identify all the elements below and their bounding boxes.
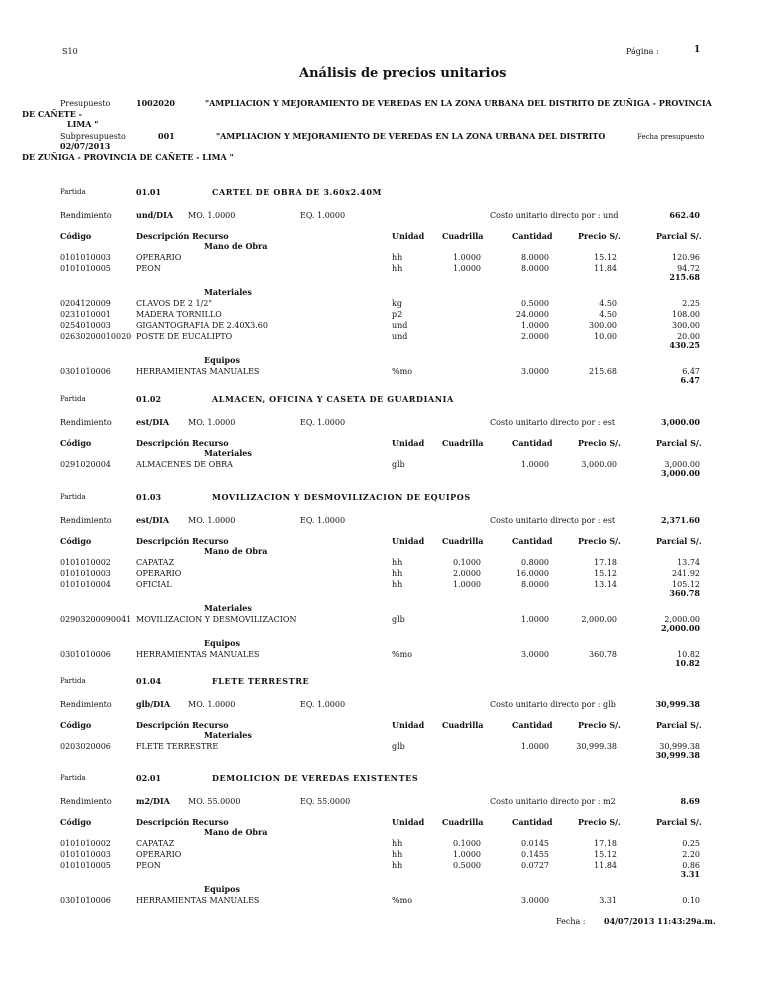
col-descripcion: Descripción Recurso [136,536,229,546]
group-label: Materiales [204,730,252,740]
table-row-precio: 10.00 [594,332,617,341]
table-row-descripcion: OPERARIO [136,569,182,578]
table-row-cantidad: 0.5000 [521,299,549,308]
mo-value: MO. 55.0000 [188,797,241,806]
table-row-cuadrilla: 1.0000 [453,580,481,589]
partida-code: 01.02 [136,394,162,404]
table-row-codigo: 0101010004 [60,580,111,589]
eq-value: EQ. 1.0000 [300,211,346,220]
table-row-cantidad: 0.0727 [521,861,549,870]
table-row-descripcion: MOVILIZACION Y DESMOVILIZACION [136,615,297,624]
footer-fecha-label: Fecha : [556,917,586,926]
col-descripcion: Descripción Recurso [136,231,229,241]
rendimiento-label: Rendimiento [60,211,112,220]
presupuesto-label: Presupuesto [60,99,111,108]
table-row-parcial: 30,999.38 [659,742,700,751]
group-subtotal: 30,999.38 [655,750,700,760]
rendimiento-unit: m2/DIA [136,796,170,806]
table-row-unidad: glb [392,460,405,469]
table-row-cantidad: 1.0000 [521,742,549,751]
table-row-cuadrilla: 0.1000 [453,558,481,567]
table-row-unidad: und [392,332,408,341]
table-row-parcial: 2.25 [682,299,700,308]
table-row-precio: 17.18 [594,558,617,567]
table-row-cantidad: 3.0000 [521,367,549,376]
col-cuadrilla: Cuadrilla [442,231,484,241]
table-row-precio: 15.12 [594,850,617,859]
table-row-parcial: 241.92 [672,569,700,578]
rendimiento-label: Rendimiento [60,797,112,806]
table-row-unidad: kg [392,299,402,308]
table-row-cantidad: 3.0000 [521,650,549,659]
group-subtotal: 3,000.00 [661,468,700,478]
col-parcial: Parcial S/. [656,817,702,827]
table-row-codigo: 02903200090041 [60,615,132,624]
table-row-precio: 17.18 [594,839,617,848]
costo-label: Costo unitario directo por : m2 [490,797,616,806]
group-subtotal: 2,000.00 [661,623,700,633]
app-name: S10 [62,47,78,56]
table-row-precio: 3,000.00 [581,460,617,469]
table-row-cantidad: 8.0000 [521,253,549,262]
partida-name: FLETE TERRESTRE [212,676,310,686]
eq-value: EQ. 1.0000 [300,516,346,525]
col-cantidad: Cantidad [512,438,553,448]
table-row-descripcion: HERRAMIENTAS MANUALES [136,896,260,905]
table-row-parcial: 300.00 [672,321,700,330]
table-row-unidad: %mo [392,650,413,659]
table-row-parcial: 13.74 [677,558,700,567]
table-row-unidad: und [392,321,408,330]
table-row-descripcion: PEON [136,861,161,870]
table-row-unidad: hh [392,850,403,859]
subpresupuesto-desc-1: "AMPLIACION Y MEJORAMIENTO DE VEREDAS EN LA ZONA URBANA DEL DISTRITO [216,131,606,141]
col-unidad: Unidad [392,231,425,241]
table-row-codigo: 0101010003 [60,850,111,859]
partida-name: MOVILIZACION Y DESMOVILIZACION DE EQUIPOS [212,492,471,502]
col-descripcion: Descripción Recurso [136,438,229,448]
col-cantidad: Cantidad [512,231,553,241]
col-precio: Precio S/. [578,438,621,448]
group-label: Mano de Obra [204,827,268,837]
costo-label: Costo unitario directo por : glb [490,700,616,709]
col-codigo: Código [60,536,92,546]
col-cantidad: Cantidad [512,720,553,730]
table-row-precio: 300.00 [589,321,617,330]
table-row-descripcion: OFICIAL [136,580,172,589]
col-cantidad: Cantidad [512,817,553,827]
table-row-cantidad: 1.0000 [521,615,549,624]
col-unidad: Unidad [392,817,425,827]
table-row-unidad: hh [392,580,403,589]
table-row-descripcion: OPERARIO [136,850,182,859]
table-row-precio: 4.50 [599,310,617,319]
col-cuadrilla: Cuadrilla [442,536,484,546]
group-subtotal: 3.31 [680,869,700,879]
group-label: Equipos [204,884,240,894]
col-parcial: Parcial S/. [656,438,702,448]
partida-code: 01.04 [136,676,162,686]
col-codigo: Código [60,231,92,241]
mo-value: MO. 1.0000 [188,516,236,525]
table-row-codigo: 0101010003 [60,253,111,262]
rendimiento-unit: est/DIA [136,515,170,525]
table-row-unidad: %mo [392,367,413,376]
rendimiento-label: Rendimiento [60,418,112,427]
presupuesto-desc-2: DE CAÑETE - [22,109,82,119]
presupuesto-code: 1002020 [136,98,175,108]
col-precio: Precio S/. [578,231,621,241]
table-row-precio: 2,000.00 [581,615,617,624]
partida-label: Partida [60,395,86,403]
group-label: Equipos [204,638,240,648]
table-row-codigo: 0231010001 [60,310,111,319]
col-unidad: Unidad [392,720,425,730]
partida-code: 02.01 [136,773,162,783]
costo-value: 3,000.00 [661,417,700,427]
group-subtotal: 10.82 [674,658,700,668]
table-row-codigo: 0204120009 [60,299,111,308]
partida-label: Partida [60,493,86,501]
table-row-cantidad: 8.0000 [521,264,549,273]
table-row-precio: 11.84 [594,861,617,870]
table-row-codigo: 0301010006 [60,650,111,659]
group-subtotal: 430.25 [669,340,700,350]
rendimiento-unit: est/DIA [136,417,170,427]
page-number: 1 [694,45,701,55]
group-label: Equipos [204,355,240,365]
costo-value: 30,999.38 [655,699,700,709]
table-row-unidad: hh [392,839,403,848]
table-row-parcial: 94.72 [677,264,700,273]
table-row-codigo: 02630200010020 [60,332,132,341]
partida-label: Partida [60,188,86,196]
table-row-unidad: hh [392,569,403,578]
table-row-descripcion: GIGANTOGRAFIA DE 2.40X3.60 [136,321,268,330]
col-descripcion: Descripción Recurso [136,720,229,730]
eq-value: EQ. 1.0000 [300,700,346,709]
table-row-codigo: 0301010006 [60,896,111,905]
table-row-cantidad: 8.0000 [521,580,549,589]
group-subtotal: 360.78 [669,588,700,598]
table-row-descripcion: PEON [136,264,161,273]
table-row-cantidad: 24.0000 [515,310,549,319]
subpresupuesto-desc-2: DE ZUÑIGA - PROVINCIA DE CAÑETE - LIMA " [22,152,234,162]
table-row-precio: 215.68 [589,367,617,376]
group-label: Materiales [204,603,252,613]
table-row-cantidad: 16.0000 [515,569,549,578]
table-row-descripcion: CLAVOS DE 2 1/2" [136,299,213,308]
table-row-parcial: 10.82 [677,650,700,659]
partida-label: Partida [60,774,86,782]
table-row-cantidad: 2.0000 [521,332,549,341]
partida-code: 01.03 [136,492,162,502]
table-row-codigo: 0101010005 [60,861,111,870]
group-label: Mano de Obra [204,546,268,556]
col-precio: Precio S/. [578,536,621,546]
fecha-presupuesto: 02/07/2013 [60,141,111,151]
rendimiento-unit: und/DIA [136,210,174,220]
table-row-cantidad: 1.0000 [521,460,549,469]
table-row-cuadrilla: 2.0000 [453,569,481,578]
table-row-parcial: 2.20 [682,850,700,859]
col-precio: Precio S/. [578,817,621,827]
mo-value: MO. 1.0000 [188,700,236,709]
table-row-unidad: hh [392,558,403,567]
table-row-parcial: 3,000.00 [664,460,700,469]
table-row-codigo: 0301010006 [60,367,111,376]
table-row-parcial: 0.10 [682,896,700,905]
table-row-codigo: 0101010002 [60,839,111,848]
table-row-descripcion: FLETE TERRESTRE [136,742,219,751]
presupuesto-desc-1: "AMPLIACION Y MEJORAMIENTO DE VEREDAS EN LA ZONA URBANA DEL DISTRITO DE ZUÑIGA - PROVINCIA [205,98,712,108]
presupuesto-desc-3: LIMA " [67,119,99,129]
col-precio: Precio S/. [578,720,621,730]
table-row-unidad: hh [392,264,403,273]
mo-value: MO. 1.0000 [188,211,236,220]
costo-value: 8.69 [680,796,700,806]
table-row-precio: 15.12 [594,253,617,262]
table-row-descripcion: CAPATAZ [136,839,175,848]
subpresupuesto-code: 001 [158,131,175,141]
table-row-unidad: p2 [392,310,403,319]
table-row-codigo: 0291020004 [60,460,111,469]
costo-label: Costo unitario directo por : und [490,211,619,220]
eq-value: EQ. 1.0000 [300,418,346,427]
col-cuadrilla: Cuadrilla [442,720,484,730]
table-row-unidad: glb [392,742,405,751]
table-row-parcial: 0.25 [682,839,700,848]
table-row-cantidad: 0.8000 [521,558,549,567]
table-row-unidad: %mo [392,896,413,905]
group-subtotal: 6.47 [680,375,700,385]
table-row-cuadrilla: 1.0000 [453,253,481,262]
table-row-cuadrilla: 0.1000 [453,839,481,848]
table-row-cuadrilla: 0.5000 [453,861,481,870]
table-row-descripcion: HERRAMIENTAS MANUALES [136,367,260,376]
table-row-descripcion: HERRAMIENTAS MANUALES [136,650,260,659]
fecha-presupuesto-label: Fecha presupuesto [637,133,705,141]
table-row-precio: 13.14 [594,580,617,589]
group-label: Materiales [204,448,252,458]
table-row-cantidad: 0.0145 [521,839,549,848]
table-row-parcial: 2,000.00 [664,615,700,624]
mo-value: MO. 1.0000 [188,418,236,427]
col-unidad: Unidad [392,438,425,448]
costo-label: Costo unitario directo por : est [490,418,616,427]
eq-value: EQ. 55.0000 [300,797,351,806]
col-descripcion: Descripción Recurso [136,817,229,827]
costo-value: 2,371.60 [661,515,700,525]
table-row-codigo: 0101010003 [60,569,111,578]
rendimiento-unit: glb/DIA [136,699,171,709]
table-row-descripcion: POSTE DE EUCALIPTO [136,332,233,341]
col-codigo: Código [60,720,92,730]
table-row-descripcion: CAPATAZ [136,558,175,567]
col-parcial: Parcial S/. [656,536,702,546]
table-row-cantidad: 1.0000 [521,321,549,330]
group-label: Mano de Obra [204,241,268,251]
table-row-unidad: hh [392,861,403,870]
costo-value: 662.40 [669,210,700,220]
table-row-descripcion: OPERARIO [136,253,182,262]
col-unidad: Unidad [392,536,425,546]
group-subtotal: 215.68 [669,272,700,282]
table-row-codigo: 0101010002 [60,558,111,567]
rendimiento-label: Rendimiento [60,700,112,709]
costo-label: Costo unitario directo por : est [490,516,616,525]
table-row-descripcion: ALMACENES DE OBRA [136,460,233,469]
table-row-precio: 3.31 [599,896,617,905]
table-row-unidad: hh [392,253,403,262]
footer-fecha: 04/07/2013 11:43:29a.m. [604,916,716,926]
table-row-descripcion: MADERA TORNILLO [136,310,222,319]
col-cantidad: Cantidad [512,536,553,546]
table-row-cuadrilla: 1.0000 [453,850,481,859]
table-row-precio: 11.84 [594,264,617,273]
table-row-codigo: 0101010005 [60,264,111,273]
table-row-precio: 360.78 [589,650,617,659]
partida-name: ALMACEN, OFICINA Y CASETA DE GUARDIANIA [212,394,454,404]
partida-name: DEMOLICION DE VEREDAS EXISTENTES [212,773,419,783]
partida-label: Partida [60,677,86,685]
table-row-codigo: 0254010003 [60,321,111,330]
table-row-parcial: 6.47 [682,367,700,376]
page-title: Análisis de precios unitarios [299,66,507,81]
table-row-parcial: 0.86 [682,861,700,870]
col-codigo: Código [60,438,92,448]
table-row-precio: 15.12 [594,569,617,578]
table-row-codigo: 0203020006 [60,742,111,751]
partida-name: CARTEL DE OBRA DE 3.60x2.40M [212,187,382,197]
table-row-precio: 30,999.38 [576,742,617,751]
table-row-parcial: 120.96 [672,253,700,262]
table-row-cuadrilla: 1.0000 [453,264,481,273]
subpresupuesto-label: Subpresupuesto [60,132,126,141]
table-row-parcial: 20.00 [677,332,700,341]
page-label: Página : [626,47,659,56]
group-label: Materiales [204,287,252,297]
col-parcial: Parcial S/. [656,231,702,241]
col-cuadrilla: Cuadrilla [442,817,484,827]
table-row-cantidad: 0.1455 [521,850,549,859]
col-cuadrilla: Cuadrilla [442,438,484,448]
table-row-unidad: glb [392,615,405,624]
partida-code: 01.01 [136,187,162,197]
col-codigo: Código [60,817,92,827]
table-row-parcial: 108.00 [672,310,700,319]
rendimiento-label: Rendimiento [60,516,112,525]
table-row-parcial: 105.12 [672,580,700,589]
table-row-precio: 4.50 [599,299,617,308]
col-parcial: Parcial S/. [656,720,702,730]
table-row-cantidad: 3.0000 [521,896,549,905]
